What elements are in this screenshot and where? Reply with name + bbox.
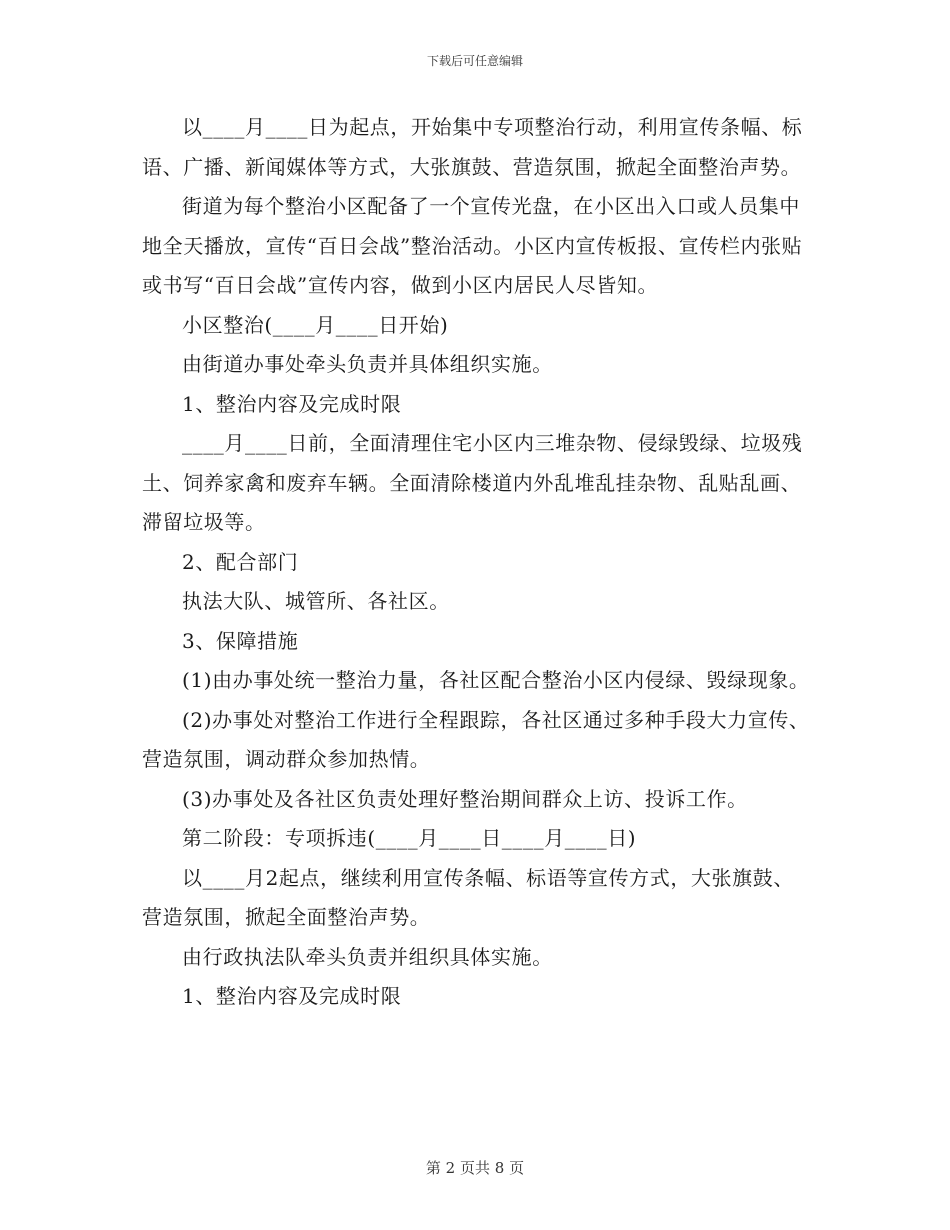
paragraph: ____月____日前，全面清理住宅小区内三堆杂物、侵绿毁绿、垃圾残土、饲养家禽和废弃车辆。全面清除楼道内外乱堆乱挂杂物、乱贴乱画、滞留垃圾等。	[142, 431, 803, 534]
paragraph: 以____月2起点，继续利用宣传条幅、标语等宣传方式，大张旗鼓、营造氛围，掀起全面整治声势。	[142, 865, 794, 929]
paragraph: 以____月____日为起点，开始集中专项整治行动，利用宣传条幅、标语、广播、新闻媒体等方式，大张旗鼓、营造氛围，掀起全面整治声势。	[142, 115, 803, 179]
paragraph: 执法大队、城管所、各社区。	[182, 589, 450, 613]
paragraph: (3)办事处及各社区负责处理好整治期间群众上访、投诉工作。	[182, 786, 748, 811]
page-footer: 第 2 页共 8 页	[425, 1159, 525, 1177]
paragraph: 1、整治内容及完成时限	[182, 984, 402, 1008]
paragraph: 2、配合部门	[182, 549, 299, 574]
document-body	[142, 108, 810, 1017]
paragraph: (1)由办事处统一整治力量，各社区配合整治小区内侵绿、毁绿现象。	[182, 668, 810, 692]
paragraph: 街道为每个整治小区配备了一个宣传光盘，在小区出入口或人员集中地全天播放，宣传“百日会战”整治活动。小区内宣传板报、宣传栏内张贴或书写“百日会战”宣传内容，做到小区内居民人尽皆知。	[142, 194, 803, 297]
page-header: 下载后可任意编辑	[426, 54, 523, 68]
paragraph: 3、保障措施	[182, 628, 299, 653]
paragraph: 1、整治内容及完成时限	[182, 391, 402, 416]
paragraph: 由街道办事处牵头负责并具体组织实施。	[182, 352, 553, 376]
paragraph: 第二阶段：专项拆违(____月____日____月____日)	[182, 826, 637, 850]
paragraph: 由行政执法队牵头负责并组织具体实施。	[182, 944, 553, 969]
paragraph: (2)办事处对整治工作进行全程跟踪，各社区通过多种手段大力宣传、营造氛围，调动群众参加热情。	[142, 707, 810, 771]
paragraph: 小区整治(____月____日开始)	[182, 312, 449, 337]
